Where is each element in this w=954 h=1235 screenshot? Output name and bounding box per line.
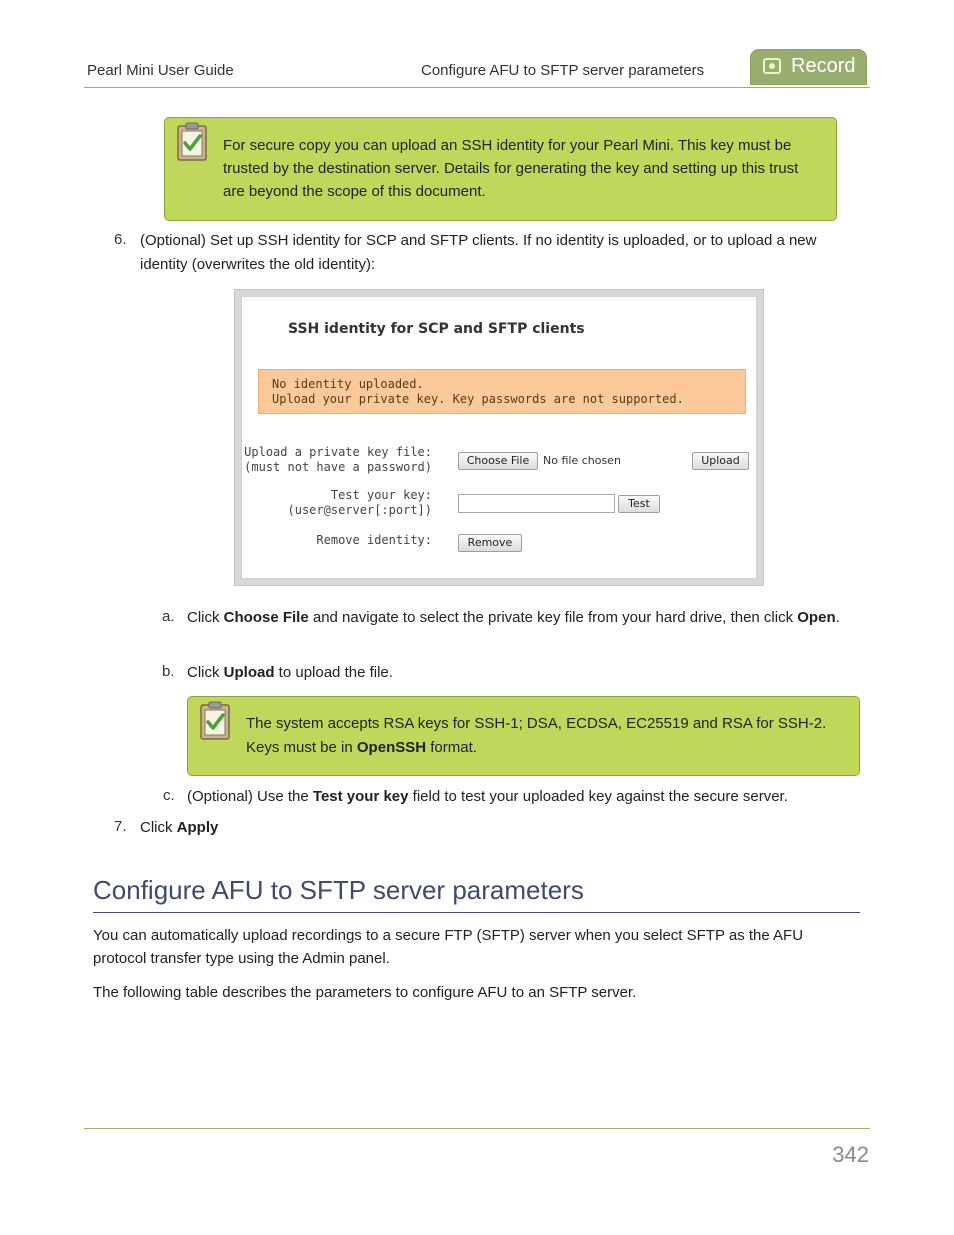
- upload-label: [244, 445, 432, 475]
- step-number: 7.: [114, 818, 127, 835]
- openssh-ref: OpenSSH: [356, 739, 427, 756]
- clipboard-check-icon: [175, 121, 209, 161]
- record-tab: [750, 49, 867, 85]
- choose-file-button[interactable]: Choose File: [458, 452, 538, 470]
- note-box-key-formats: [187, 696, 860, 776]
- test-key-label: [288, 488, 433, 518]
- test-key-input[interactable]: [458, 494, 615, 513]
- substep-letter: b.: [162, 663, 175, 680]
- note-box-ssh-identity: [164, 117, 837, 221]
- step-text: Click Apply: [140, 819, 219, 836]
- ssh-identity-panel-screenshot: [234, 289, 764, 586]
- substep-text: Click Choose File and navigate to select the private key file from your hard drive, then click Open.: [187, 609, 840, 626]
- substep-letter: a.: [162, 608, 175, 625]
- apply-ref: Apply: [176, 819, 219, 836]
- upload-button[interactable]: Upload: [692, 452, 749, 470]
- section-paragraph: You can automatically upload recordings to a secure FTP (SFTP) server when you select SFTP as the AFU protocol transfer type using the Admin panel.: [93, 927, 804, 967]
- panel-body: [241, 296, 757, 579]
- panel-title: SSH identity for SCP and SFTP clients: [288, 321, 585, 337]
- section-paragraph: The following table describes the parameters to configure AFU to an SFTP server.: [93, 984, 637, 1001]
- clipboard-check-icon: [198, 700, 232, 740]
- record-icon: [763, 58, 781, 74]
- header-divider: [84, 87, 870, 88]
- substep-text: (Optional) Use the Test your key field to test your uploaded key against the secure server.: [187, 788, 788, 805]
- open-ref: Open: [797, 609, 836, 626]
- remove-button[interactable]: Remove: [458, 534, 522, 552]
- substep-letter: c.: [163, 787, 175, 804]
- test-key-label-line: Test your key:: [330, 488, 432, 502]
- choose-file-ref: Choose File: [223, 609, 309, 626]
- test-your-key-ref: Test your key: [312, 788, 409, 805]
- warning-line: No identity uploaded.: [272, 377, 424, 391]
- upload-label-line: Upload a private key file:: [244, 445, 432, 459]
- upload-label-line: (must not have a password): [244, 460, 432, 474]
- step-number: 6.: [114, 231, 127, 248]
- note-text: For secure copy you can upload an SSH identity for your Pearl Mini. This key must be trusted by the destination server. Details for generating the key and setting up this trust are beyond the scope of this document.: [223, 137, 799, 200]
- warning-line: Upload your private key. Key passwords are not supported.: [272, 392, 684, 406]
- test-button[interactable]: Test: [618, 495, 660, 513]
- upload-ref: Upload: [223, 664, 275, 681]
- header-section-title: Configure AFU to SFTP server parameters: [421, 62, 705, 79]
- section-heading: Configure AFU to SFTP server parameters: [93, 875, 584, 905]
- page-number: 342: [832, 1142, 869, 1167]
- guide-title: Pearl Mini User Guide: [87, 62, 234, 79]
- record-tab-label: Record: [791, 55, 856, 77]
- section-heading-underline: [93, 912, 860, 913]
- step-text: (Optional) Set up SSH identity for SCP and SFTP clients. If no identity is uploaded, or to upload a new identity (overwrites the old identity):: [140, 232, 817, 273]
- warning-banner: [258, 369, 746, 414]
- no-file-chosen-text: No file chosen: [543, 454, 621, 467]
- remove-identity-label: Remove identity:: [316, 533, 432, 547]
- substep-text: Click Upload to upload the file.: [187, 664, 393, 681]
- test-key-label-line: (user@server[:port]): [287, 503, 432, 517]
- note-text: The system accepts RSA keys for SSH-1; DSA, ECDSA, EC25519 and RSA for SSH-2. Keys must be in OpenSSH format.: [246, 715, 827, 756]
- footer-divider: [84, 1128, 870, 1129]
